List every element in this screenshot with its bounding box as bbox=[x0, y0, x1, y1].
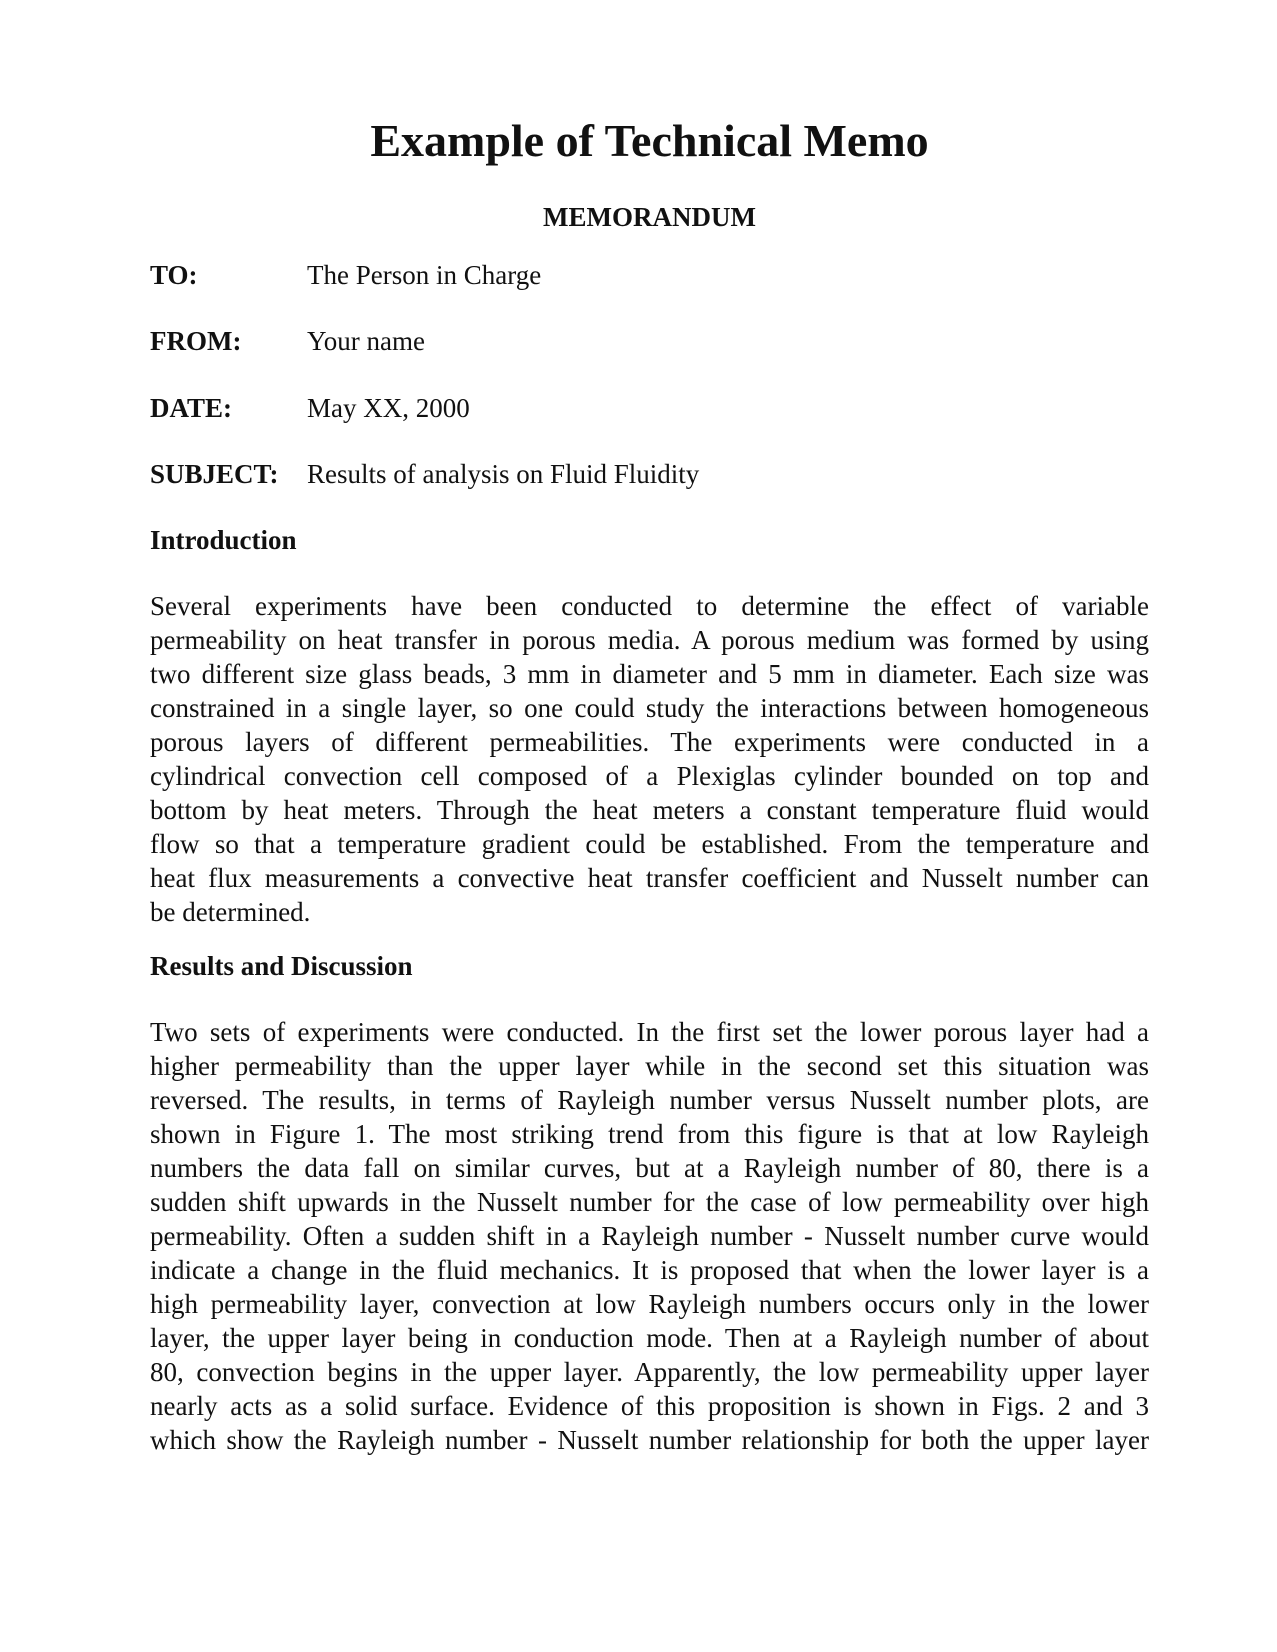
paragraph-line: reversed. The results, in terms of Rayleigh number versus Nusselt number plots, are bbox=[150, 1085, 1149, 1115]
subject-field bbox=[150, 457, 1149, 491]
introduction-heading: Introduction bbox=[150, 525, 297, 555]
date-label: DATE: bbox=[150, 393, 233, 423]
paragraph-line: bottom by heat meters. Through the heat meters a constant temperature fluid would bbox=[150, 795, 1149, 825]
from-field bbox=[150, 324, 1149, 358]
to-label: TO: bbox=[150, 260, 198, 290]
date-field bbox=[150, 391, 1149, 425]
paragraph-line: nearly acts as a solid surface. Evidence of this proposition is shown in Figs. 2 and 3 bbox=[150, 1391, 1149, 1421]
paragraph-line: 80, convection begins in the upper layer. Apparently, the low permeability upper layer bbox=[150, 1357, 1149, 1387]
paragraph-line: numbers the data fall on similar curves, but at a Rayleigh number of 80, there is a bbox=[150, 1153, 1149, 1183]
paragraph-line: which show the Rayleigh number - Nusselt number relationship for both the upper layer bbox=[150, 1425, 1149, 1455]
paragraph-line: high permeability layer, convection at low Rayleigh numbers occurs only in the lower bbox=[150, 1289, 1149, 1319]
memo-heading: MEMORANDUM bbox=[543, 202, 756, 232]
from-value: Your name bbox=[307, 326, 426, 356]
paragraph-line: permeability on heat transfer in porous media. A porous medium was formed by using bbox=[150, 625, 1149, 655]
paragraph-line: be determined. bbox=[150, 897, 311, 927]
paragraph-line: Several experiments have been conducted to determine the effect of variable bbox=[150, 591, 1149, 621]
paragraph-line: indicate a change in the fluid mechanics. It is proposed that when the lower layer is a bbox=[150, 1255, 1149, 1285]
to-field bbox=[150, 258, 1149, 292]
paragraph-line: heat flux measurements a convective heat transfer coefficient and Nusselt number can bbox=[150, 863, 1149, 893]
document-title: Example of Technical Memo bbox=[370, 115, 929, 166]
date-value: May XX, 2000 bbox=[307, 393, 470, 423]
paragraph-line: flow so that a temperature gradient could be established. From the temperature and bbox=[150, 829, 1149, 859]
paragraph-line: layer, the upper layer being in conduction mode. Then at a Rayleigh number of about bbox=[150, 1323, 1149, 1353]
paragraph-line: shown in Figure 1. The most striking trend from this figure is that at low Rayleigh bbox=[150, 1119, 1149, 1149]
paragraph-line: permeability. Often a sudden shift in a Rayleigh number - Nusselt number curve would bbox=[150, 1221, 1149, 1251]
paragraph-line: sudden shift upwards in the Nusselt number for the case of low permeability over high bbox=[150, 1187, 1149, 1217]
paragraph-line: higher permeability than the upper layer while in the second set this situation was bbox=[150, 1051, 1149, 1081]
paragraph-line: constrained in a single layer, so one could study the interactions between homogeneous bbox=[150, 693, 1149, 723]
results-discussion-paragraph bbox=[150, 1015, 1149, 1457]
subject-value: Results of analysis on Fluid Fluidity bbox=[307, 459, 700, 489]
introduction-paragraph bbox=[150, 589, 1149, 929]
results-discussion-heading: Results and Discussion bbox=[150, 951, 413, 981]
to-value: The Person in Charge bbox=[307, 260, 542, 290]
paragraph-line: Two sets of experiments were conducted. In the first set the lower porous layer had a bbox=[150, 1017, 1149, 1047]
paragraph-line: cylindrical convection cell composed of a Plexiglas cylinder bounded on top and bbox=[150, 761, 1149, 791]
from-label: FROM: bbox=[150, 326, 242, 356]
paragraph-line: porous layers of different permeabilities. The experiments were conducted in a bbox=[150, 727, 1149, 757]
paragraph-line: two different size glass beads, 3 mm in diameter and 5 mm in diameter. Each size was bbox=[150, 659, 1149, 689]
subject-label: SUBJECT: bbox=[150, 459, 279, 489]
